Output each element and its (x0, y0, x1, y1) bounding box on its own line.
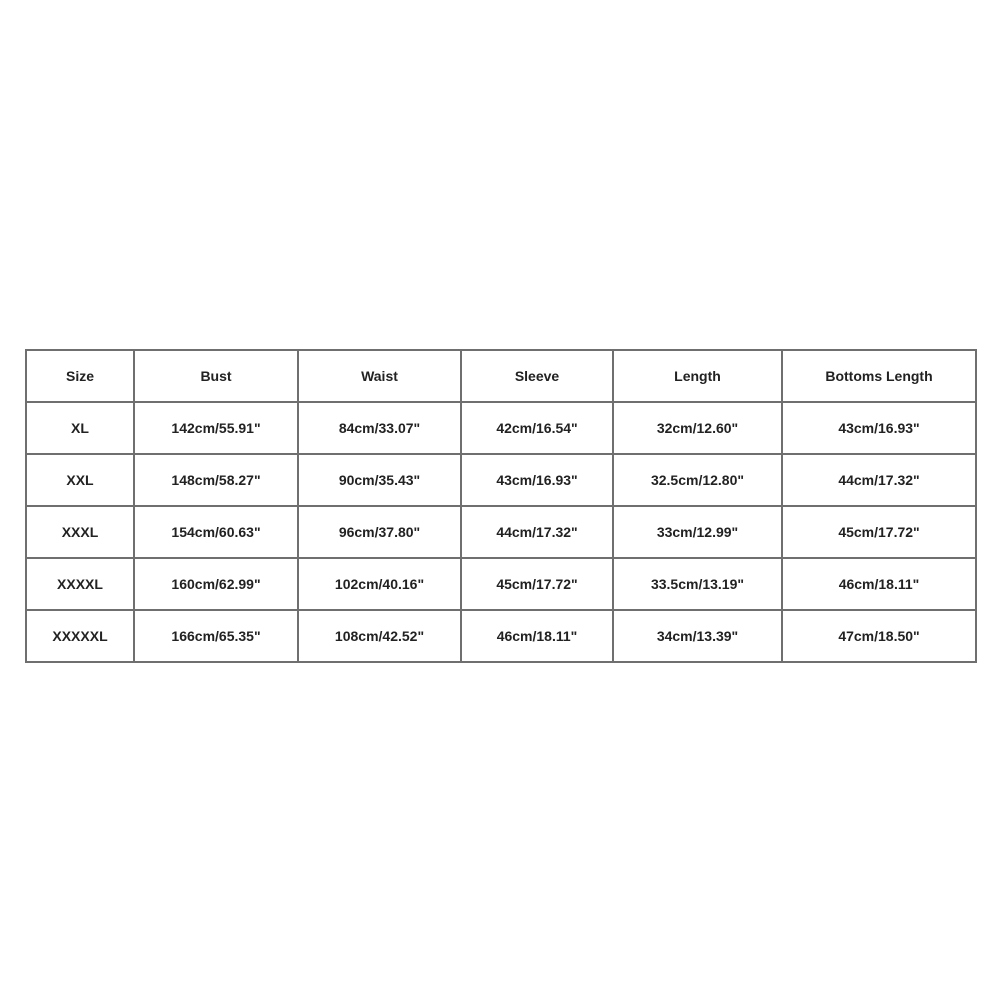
cell-size: XXXXXL (26, 610, 134, 662)
cell-bust: 166cm/65.35" (134, 610, 298, 662)
cell-sleeve: 42cm/16.54" (461, 402, 613, 454)
size-chart-table (25, 349, 977, 663)
table-row (26, 402, 976, 454)
cell-bust: 142cm/55.91" (134, 402, 298, 454)
cell-length: 32cm/12.60" (613, 402, 782, 454)
header-bottoms-length: Bottoms Length (782, 350, 976, 402)
table-row (26, 506, 976, 558)
cell-waist: 108cm/42.52" (298, 610, 461, 662)
cell-waist: 96cm/37.80" (298, 506, 461, 558)
cell-bottoms-length: 44cm/17.32" (782, 454, 976, 506)
table-row (26, 610, 976, 662)
cell-size: XL (26, 402, 134, 454)
cell-length: 33.5cm/13.19" (613, 558, 782, 610)
cell-size: XXXXL (26, 558, 134, 610)
cell-bust: 160cm/62.99" (134, 558, 298, 610)
header-row (26, 350, 976, 402)
cell-size: XXL (26, 454, 134, 506)
table-row (26, 558, 976, 610)
cell-length: 32.5cm/12.80" (613, 454, 782, 506)
table-body (26, 402, 976, 662)
cell-length: 34cm/13.39" (613, 610, 782, 662)
cell-sleeve: 44cm/17.32" (461, 506, 613, 558)
cell-sleeve: 46cm/18.11" (461, 610, 613, 662)
header-waist: Waist (298, 350, 461, 402)
header-sleeve: Sleeve (461, 350, 613, 402)
cell-bottoms-length: 47cm/18.50" (782, 610, 976, 662)
cell-sleeve: 43cm/16.93" (461, 454, 613, 506)
cell-bottoms-length: 46cm/18.11" (782, 558, 976, 610)
header-bust: Bust (134, 350, 298, 402)
cell-waist: 90cm/35.43" (298, 454, 461, 506)
table-row (26, 454, 976, 506)
cell-bust: 154cm/60.63" (134, 506, 298, 558)
cell-size: XXXL (26, 506, 134, 558)
header-length: Length (613, 350, 782, 402)
table-header (26, 350, 976, 402)
cell-waist: 102cm/40.16" (298, 558, 461, 610)
header-size: Size (26, 350, 134, 402)
cell-bust: 148cm/58.27" (134, 454, 298, 506)
cell-bottoms-length: 45cm/17.72" (782, 506, 976, 558)
cell-waist: 84cm/33.07" (298, 402, 461, 454)
cell-sleeve: 45cm/17.72" (461, 558, 613, 610)
cell-length: 33cm/12.99" (613, 506, 782, 558)
cell-bottoms-length: 43cm/16.93" (782, 402, 976, 454)
